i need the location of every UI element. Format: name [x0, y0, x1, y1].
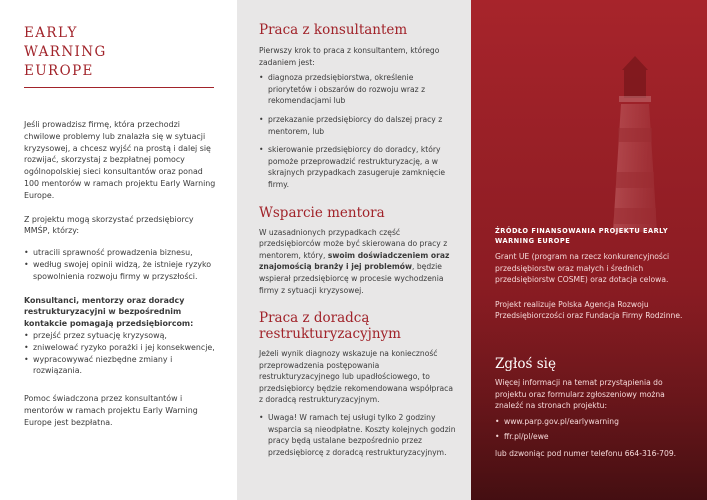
- funding-text: Grant UE (program na rzecz konkurencyjności przedsiębiorstw oraz małych i średnich przedsiębiorstw COSME) oraz dotacja celowa.: [495, 252, 670, 285]
- eligibility-intro: Z projektu mogą skorzystać przedsiębiorcy MMŚP, którzy:: [24, 214, 194, 236]
- section-title-mentor: Wsparcie mentora: [259, 204, 385, 221]
- list-item: • przekazanie przedsiębiorcy do dalszej pracy z mentorem, lub: [259, 114, 457, 137]
- list-item: • Uwaga! W ramach tej usługi tylko 2 godziny wsparcia są nieodpłatne. Koszty kolejnych godzin pracy będą ustalane bezpośrednio przez przedsiębiorcę z doradcą restrukturyzacyjnym.: [259, 412, 457, 458]
- list-item: • przejść przez sytuację kryzysową,: [24, 330, 217, 342]
- help-heading: Konsultanci, mentorzy oraz doradcy restrukturyzacyjni w bezpośrednim kontakcie pomagają przedsiębiorcom:: [24, 295, 194, 329]
- brand-line-1: EARLY: [24, 25, 78, 41]
- brand-title: [24, 24, 217, 81]
- signup-text: Więcej informacji na temat przystąpienia do projektu oraz formularz zgłoszeniowy można znaleźć na stronach projektu:: [495, 378, 665, 411]
- signup-title: Zgłoś się: [495, 356, 556, 372]
- implementer-text: Projekt realizuje Polska Agencja Rozwoju Przedsiębiorczości oraz Fundacja Firmy Rodzinne.: [495, 299, 683, 321]
- consultant-intro: Pierwszy krok to praca z konsultantem, którego zadaniem jest:: [259, 46, 440, 67]
- list-item: • diagnoza przedsiębiorstwa, określenie priorytetów i obszarów do rozwoju wraz z rekomendacjami lub: [259, 72, 457, 107]
- consultant-list: [259, 72, 457, 190]
- advisor-paragraph: Jeżeli wynik diagnozy wskazuje na konieczność przeprowadzenia postępowania restrukturyzacyjnego lub upadłościowego, to przedsiębiorcy będzie rekomendowana współpraca z doradcą restrukturyzacyjnym.: [259, 349, 453, 405]
- signup-block: [495, 356, 693, 460]
- help-list: [24, 330, 217, 377]
- list-item: • zniwelować ryzyko porażki i jej konsekwencje,: [24, 342, 217, 354]
- contact-panel: [471, 0, 707, 500]
- project-link-ffr[interactable]: • ffr.pl/pl/ewe: [495, 431, 693, 443]
- brand-divider: [24, 87, 214, 88]
- funding-heading: ŹRÓDŁO FINANSOWANIA PROJEKTU EARLY WARNING EUROPE: [495, 227, 669, 245]
- section-title-consultant: Praca z konsultantem: [259, 22, 408, 38]
- section-title-advisor: Praca z doradcą restrukturyzacyjnym: [259, 310, 401, 343]
- mentor-paragraph: W uzasadnionych przypadkach część przedsiębiorców może być skierowana do pracy z mentorem, który, swoim doświadczeniem oraz znajomością branży i jej problemów, będzie wspierał przedsiębiorcę w procesie wychodzenia firmy z sytuacji kryzysowej.: [259, 227, 450, 295]
- mentor-emphasis: swoim doświadczeniem oraz znajomością branży i jej problemów: [259, 250, 450, 272]
- phone-text: lub dzwoniąc pod numer telefonu 664-316-709.: [495, 448, 677, 458]
- intro-paragraph: Jeśli prowadzisz firmę, która przechodzi chwilowe problemy lub znalazła się w sytuacji kryzysowej, a chcesz wyjść na prostą i dalej się rozwijać, skorzystaj z bezpłatnej pomocy ogólnopolskiej sieci konsultantów oraz ponad 100 mentorów w ramach projektu Early Warning Europe.: [24, 120, 216, 200]
- list-item: • skierowanie przedsiębiorcy do doradcy, który pomoże przeprowadzić restrukturyzację, a w skrajnych przypadkach zasugeruje zamknięcie firmy.: [259, 144, 457, 190]
- eligibility-list: [24, 247, 217, 282]
- advisor-note-list: [259, 412, 457, 458]
- brand-line-3: EUROPE: [24, 63, 94, 79]
- funding-block: [495, 226, 693, 322]
- list-item: • według swojej opinii widzą, że istnieje ryzyko spowolnienia rozwoju firmy w przyszłości.: [24, 259, 217, 283]
- signup-links: [495, 416, 693, 443]
- closing-paragraph: Pomoc świadczona przez konsultantów i mentorów w ramach projektu Early Warning Europe jest bezpłatna.: [24, 394, 198, 427]
- project-link-parp[interactable]: • www.parp.gov.pl/earlywarning: [495, 416, 693, 428]
- list-item: • utracili sprawność prowadzenia biznesu,: [24, 247, 217, 259]
- list-item: • wypracowywać niezbędne zmiany i rozwiązania.: [24, 354, 217, 378]
- intro-panel: [0, 0, 237, 500]
- brand-line-2: WARNING: [24, 44, 107, 60]
- process-panel: [237, 0, 471, 500]
